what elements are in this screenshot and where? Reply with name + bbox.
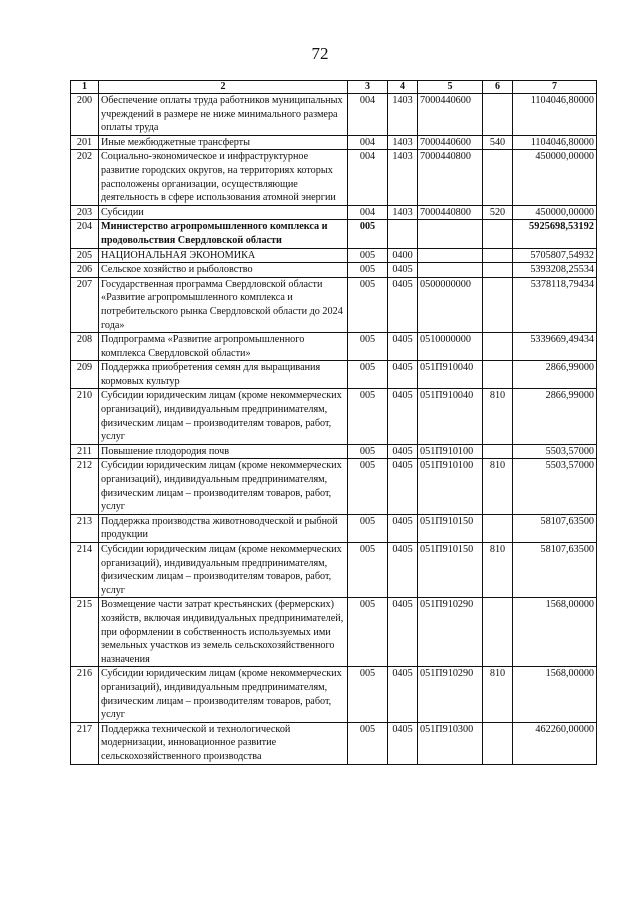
table-row [71, 135, 597, 150]
table-row [71, 722, 597, 764]
row-department-code: 005 [348, 543, 388, 598]
row-section-code: 0405 [388, 514, 418, 542]
column-header: 6 [483, 81, 513, 94]
row-amount: 5925698,53192 [513, 220, 597, 248]
row-section-code: 0405 [388, 722, 418, 764]
row-expense-kind-code [483, 444, 513, 459]
row-target-code: 051П910100 [418, 459, 483, 514]
row-number: 202 [71, 150, 99, 205]
row-target-code [418, 220, 483, 248]
row-expense-kind-code [483, 248, 513, 263]
row-section-code: 0405 [388, 361, 418, 389]
row-section-code: 1403 [388, 150, 418, 205]
row-number: 204 [71, 220, 99, 248]
row-number: 206 [71, 263, 99, 278]
row-expense-kind-code [483, 361, 513, 389]
row-section-code [388, 220, 418, 248]
row-expense-kind-code: 810 [483, 389, 513, 444]
column-header: 5 [418, 81, 483, 94]
row-number: 215 [71, 598, 99, 667]
row-number: 217 [71, 722, 99, 764]
row-target-code: 051П910040 [418, 389, 483, 444]
row-target-code: 051П910300 [418, 722, 483, 764]
row-department-code: 005 [348, 389, 388, 444]
row-expense-kind-code [483, 722, 513, 764]
table-row [71, 543, 597, 598]
row-expense-kind-code [483, 150, 513, 205]
table-row [71, 277, 597, 332]
table-row [71, 333, 597, 361]
row-name: Государственная программа Свердловской области «Развитие агропромышленного комплекса и потребительского рынка Свердловской области до 2024 года» [99, 277, 348, 332]
table-row [71, 205, 597, 220]
row-section-code: 0405 [388, 263, 418, 278]
row-amount: 5705807,54932 [513, 248, 597, 263]
budget-table [70, 80, 597, 765]
table-row [71, 263, 597, 278]
row-name: Министерство агропромышленного комплекса и продовольствия Свердловской области [99, 220, 348, 248]
row-number: 205 [71, 248, 99, 263]
row-number: 210 [71, 389, 99, 444]
row-amount: 5503,57000 [513, 444, 597, 459]
row-name: Поддержка производства животноводческой и рыбной продукции [99, 514, 348, 542]
row-amount: 5339669,49434 [513, 333, 597, 361]
row-target-code: 0500000000 [418, 277, 483, 332]
row-amount: 5378118,79434 [513, 277, 597, 332]
table-row [71, 459, 597, 514]
row-amount: 450000,00000 [513, 205, 597, 220]
row-target-code: 7000440600 [418, 94, 483, 136]
table-row [71, 598, 597, 667]
row-expense-kind-code: 520 [483, 205, 513, 220]
row-section-code: 0405 [388, 333, 418, 361]
row-name: Субсидии юридическим лицам (кроме некоммерческих организаций), индивидуальным предпринимателям, физическим лицам – производителям товаров, работ, услуг [99, 667, 348, 722]
row-number: 212 [71, 459, 99, 514]
row-expense-kind-code [483, 514, 513, 542]
row-department-code: 005 [348, 333, 388, 361]
row-name: Субсидии [99, 205, 348, 220]
row-department-code: 005 [348, 667, 388, 722]
row-number: 200 [71, 94, 99, 136]
row-number: 203 [71, 205, 99, 220]
row-amount: 5393208,25534 [513, 263, 597, 278]
page-number: 72 [311, 44, 329, 63]
row-target-code: 0510000000 [418, 333, 483, 361]
row-number: 207 [71, 277, 99, 332]
row-section-code: 1403 [388, 135, 418, 150]
table-row [71, 514, 597, 542]
row-amount: 1104046,80000 [513, 94, 597, 136]
row-amount: 1104046,80000 [513, 135, 597, 150]
row-amount: 5503,57000 [513, 459, 597, 514]
row-department-code: 005 [348, 722, 388, 764]
row-target-code: 051П910150 [418, 514, 483, 542]
row-target-code: 7000440600 [418, 135, 483, 150]
row-expense-kind-code: 810 [483, 667, 513, 722]
row-amount: 1568,00000 [513, 598, 597, 667]
row-target-code: 7000440800 [418, 205, 483, 220]
table-row [71, 248, 597, 263]
row-department-code: 005 [348, 361, 388, 389]
row-section-code: 0400 [388, 248, 418, 263]
row-department-code: 005 [348, 459, 388, 514]
table-row [71, 389, 597, 444]
row-expense-kind-code: 540 [483, 135, 513, 150]
table-row [71, 150, 597, 205]
row-expense-kind-code [483, 277, 513, 332]
row-expense-kind-code [483, 220, 513, 248]
row-department-code: 004 [348, 150, 388, 205]
row-expense-kind-code [483, 94, 513, 136]
column-header: 2 [99, 81, 348, 94]
row-name: Повышение плодородия почв [99, 444, 348, 459]
row-section-code: 0405 [388, 543, 418, 598]
row-section-code: 0405 [388, 277, 418, 332]
row-name: Субсидии юридическим лицам (кроме некоммерческих организаций), индивидуальным предпринимателям, физическим лицам – производителям товаров, работ, услуг [99, 459, 348, 514]
row-amount: 58107,63500 [513, 514, 597, 542]
row-name: Сельское хозяйство и рыболовство [99, 263, 348, 278]
row-expense-kind-code [483, 263, 513, 278]
row-department-code: 005 [348, 220, 388, 248]
row-name: Подпрограмма «Развитие агропромышленного комплекса Свердловской области» [99, 333, 348, 361]
row-amount: 462260,00000 [513, 722, 597, 764]
table-body [71, 94, 597, 765]
row-department-code: 005 [348, 514, 388, 542]
row-number: 216 [71, 667, 99, 722]
table-row [71, 667, 597, 722]
row-expense-kind-code [483, 333, 513, 361]
row-department-code: 005 [348, 277, 388, 332]
row-name: Иные межбюджетные трансферты [99, 135, 348, 150]
row-department-code: 004 [348, 205, 388, 220]
row-number: 213 [71, 514, 99, 542]
column-header: 1 [71, 81, 99, 94]
row-target-code: 051П910290 [418, 598, 483, 667]
row-target-code: 7000440800 [418, 150, 483, 205]
row-department-code: 005 [348, 598, 388, 667]
row-section-code: 0405 [388, 459, 418, 514]
row-amount: 1568,00000 [513, 667, 597, 722]
row-section-code: 0405 [388, 444, 418, 459]
row-target-code: 051П910040 [418, 361, 483, 389]
row-number: 214 [71, 543, 99, 598]
row-amount: 2866,99000 [513, 361, 597, 389]
table-row [71, 94, 597, 136]
row-department-code: 005 [348, 444, 388, 459]
row-section-code: 1403 [388, 94, 418, 136]
row-amount: 58107,63500 [513, 543, 597, 598]
table-header-row [71, 81, 597, 94]
row-section-code: 0405 [388, 667, 418, 722]
row-department-code: 005 [348, 248, 388, 263]
row-name: Поддержка приобретения семян для выращивания кормовых культур [99, 361, 348, 389]
row-target-code: 051П910290 [418, 667, 483, 722]
row-target-code: 051П910150 [418, 543, 483, 598]
row-name: Возмещение части затрат крестьянских (фермерских) хозяйств, включая индивидуальных предпринимателей, при оформлении в собственность используемых ими земельных участков из земель сельскохозяйственного назначения [99, 598, 348, 667]
row-name: Поддержка технической и технологической модернизации, инновационное развитие сельскохозяйственного производства [99, 722, 348, 764]
row-number: 209 [71, 361, 99, 389]
row-name: Обеспечение оплаты труда работников муниципальных учреждений в размере не ниже минимального размера оплаты труда [99, 94, 348, 136]
row-target-code [418, 263, 483, 278]
row-section-code: 0405 [388, 389, 418, 444]
row-target-code [418, 248, 483, 263]
row-amount: 2866,99000 [513, 389, 597, 444]
table-row [71, 361, 597, 389]
column-header: 4 [388, 81, 418, 94]
row-name: Субсидии юридическим лицам (кроме некоммерческих организаций), индивидуальным предпринимателям, физическим лицам – производителям товаров, работ, услуг [99, 389, 348, 444]
row-section-code: 1403 [388, 205, 418, 220]
row-number: 211 [71, 444, 99, 459]
table-row [71, 220, 597, 248]
row-section-code: 0405 [388, 598, 418, 667]
row-name: Социально-экономическое и инфраструктурное развитие городских округов, на территориях которых расположены организации, осуществляющие деятельность в сфере использования атомной энергии [99, 150, 348, 205]
row-name: Субсидии юридическим лицам (кроме некоммерческих организаций), индивидуальным предпринимателям, физическим лицам – производителям товаров, работ, услуг [99, 543, 348, 598]
row-number: 201 [71, 135, 99, 150]
row-expense-kind-code: 810 [483, 459, 513, 514]
row-target-code: 051П910100 [418, 444, 483, 459]
row-department-code: 004 [348, 135, 388, 150]
row-name: НАЦИОНАЛЬНАЯ ЭКОНОМИКА [99, 248, 348, 263]
column-header: 3 [348, 81, 388, 94]
row-expense-kind-code: 810 [483, 543, 513, 598]
row-department-code: 005 [348, 263, 388, 278]
row-amount: 450000,00000 [513, 150, 597, 205]
row-expense-kind-code [483, 598, 513, 667]
column-header: 7 [513, 81, 597, 94]
row-number: 208 [71, 333, 99, 361]
table-row [71, 444, 597, 459]
row-department-code: 004 [348, 94, 388, 136]
